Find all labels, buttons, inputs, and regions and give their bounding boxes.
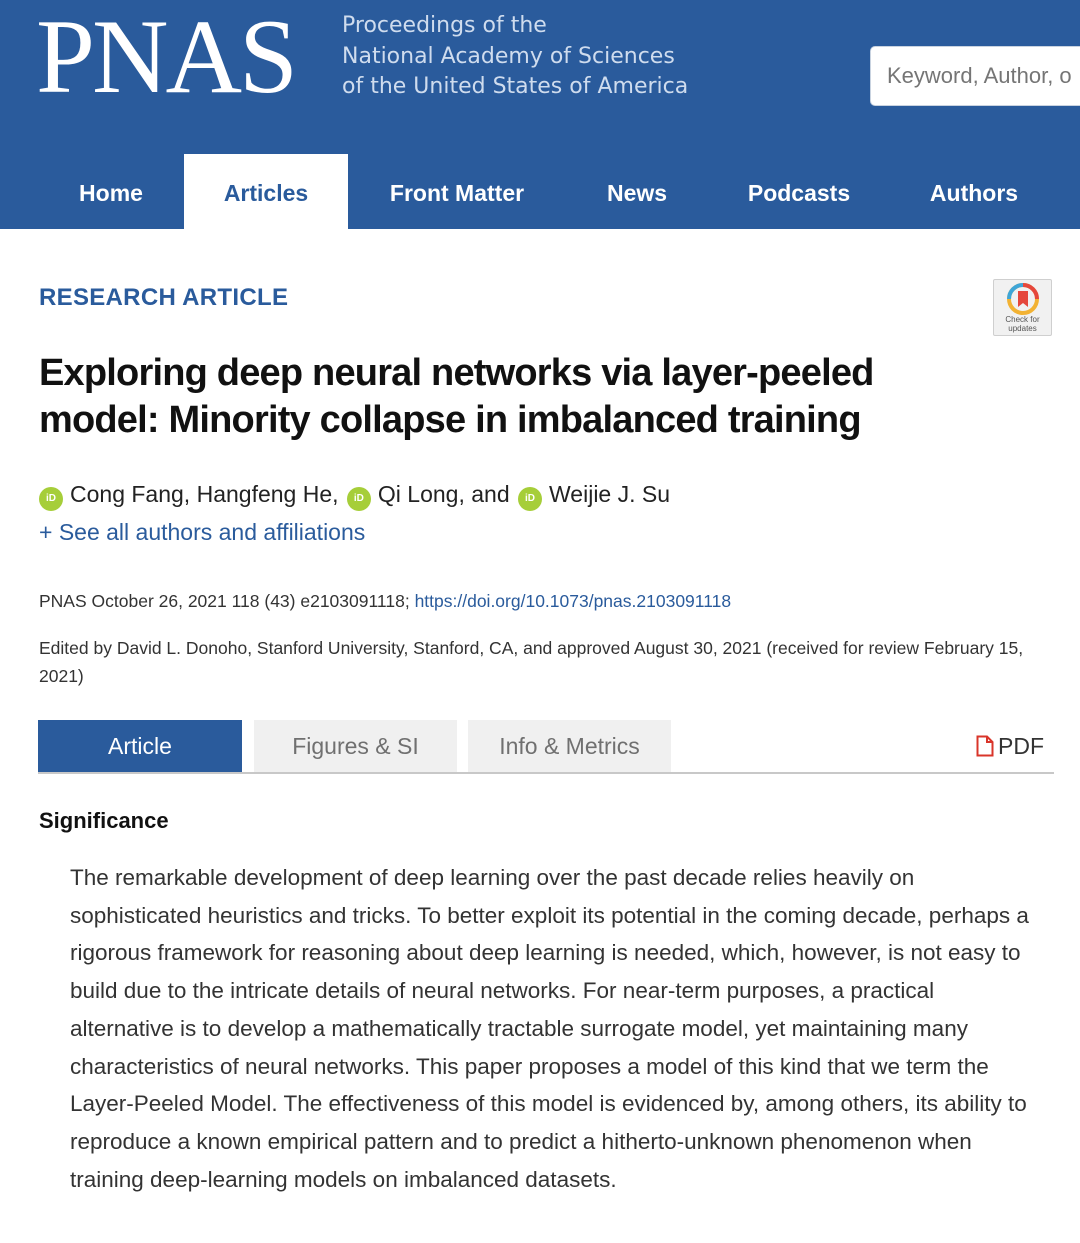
check-for-updates-badge[interactable]	[993, 279, 1052, 336]
edited-by-note: Edited by David L. Donoho, Stanford University, Stanford, CA, and approved August 30, 2021 (received for review February 15, 2021)	[39, 638, 1024, 686]
nav-articles[interactable]: Articles	[184, 154, 348, 229]
main-nav	[0, 154, 1080, 229]
orcid-icon[interactable]: iD	[39, 487, 63, 511]
article-tabs	[38, 720, 1054, 774]
citation-line	[39, 591, 731, 612]
site-header	[0, 0, 1080, 229]
pdf-download-link[interactable]	[976, 720, 1044, 772]
doi-link[interactable]: https://doi.org/10.1073/pnas.2103091118	[414, 591, 732, 611]
author-names-2[interactable]: Qi Long, and	[377, 481, 510, 507]
tab-info-metrics[interactable]: Info & Metrics	[468, 720, 671, 772]
significance-text: The remarkable development of deep learning over the past decade relies heavily on sophisticated heuristics and tricks. To better exploit its potential in the coming decade, perhaps a rigorous framework for reasoning about deep learning is needed, which, however, is not easy to build due to the intricate details of neural networks. For near-term purposes, a practical alternative is to develop a mathematically tractable surrogate model, yet maintaining many characteristics of neural networks. This paper proposes a model of this kind that we term the Layer-Peeled Model. The effectiveness of this model is evidenced by, among others, its ability to reproduce a known empirical pattern and to predict a hitherto-unknown phenomenon when training deep-learning models on imbalanced datasets.	[70, 865, 1029, 1192]
search-input[interactable]	[870, 46, 1080, 106]
pdf-label: PDF	[998, 733, 1044, 759]
citation-text: PNAS October 26, 2021 118 (43) e2103091118;	[39, 591, 410, 611]
tagline-line-3: of the United States of America	[342, 74, 689, 99]
pnas-logo[interactable]: PNAS	[36, 0, 296, 115]
check-updates-line-1: Check for	[1005, 315, 1040, 324]
article-title: Exploring deep neural networks via layer-peeled model: Minority collapse in imbalanced training	[39, 352, 874, 441]
tab-article[interactable]: Article	[38, 720, 242, 772]
nav-home[interactable]: Home	[79, 180, 143, 206]
nav-authors[interactable]: Authors	[929, 180, 1019, 206]
orcid-icon[interactable]: iD	[518, 487, 542, 511]
nav-front-matter[interactable]: Front Matter	[389, 180, 525, 206]
orcid-icon[interactable]: iD	[347, 487, 371, 511]
check-updates-line-2: updates	[1008, 324, 1037, 333]
tagline-line-2: National Academy of Sciences	[342, 43, 675, 69]
author-list	[39, 480, 670, 511]
article-type-label: RESEARCH ARTICLE	[39, 284, 289, 311]
author-names-3[interactable]: Weijie J. Su	[549, 481, 671, 507]
site-tagline	[342, 11, 688, 103]
see-all-authors-link[interactable]: + See all authors and affiliations	[39, 519, 366, 545]
tagline-line-1: Proceedings of the	[342, 13, 547, 38]
significance-heading: Significance	[39, 808, 169, 833]
nav-podcasts[interactable]: Podcasts	[747, 180, 851, 206]
check-updates-icon	[1007, 283, 1039, 315]
tab-figures-si[interactable]: Figures & SI	[254, 720, 457, 772]
nav-news[interactable]: News	[606, 180, 668, 206]
author-names-1[interactable]: Cong Fang, Hangfeng He,	[70, 481, 339, 507]
pdf-file-icon	[976, 735, 994, 757]
